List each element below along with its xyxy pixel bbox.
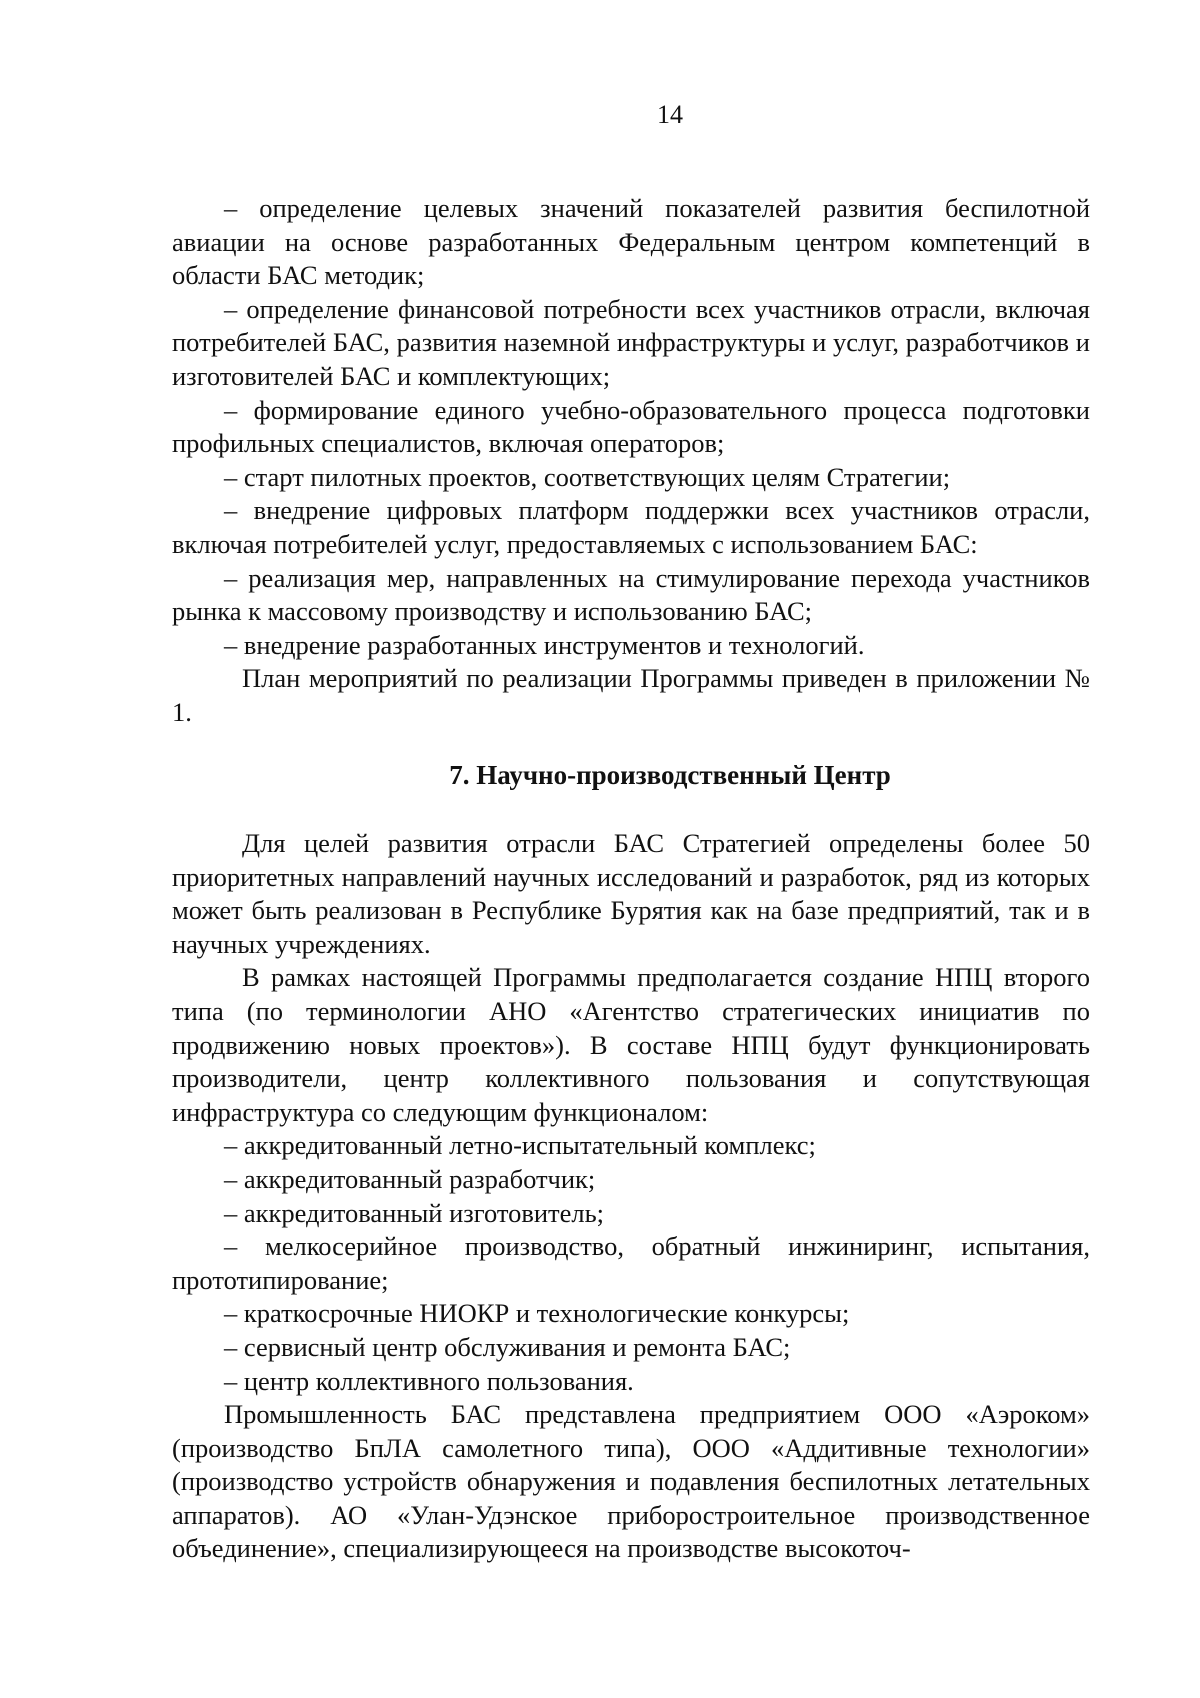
section-list-block [172, 192, 1090, 730]
list-item: – центр коллективного пользования. [224, 1365, 634, 1396]
list-item: – реализация мер, направленных на стимулирование перехода участников рынка к массовому производству и использованию БАС; [172, 562, 1090, 627]
page-number: 14 [657, 100, 683, 129]
list-item: – определение целевых значений показателей развития беспилотной авиации на основе разработанных Федеральным центром компетенций в области БАС методик; [172, 193, 1090, 291]
list-item: – внедрение цифровых платформ поддержки всех участников отрасли, включая потребителей услуг, предоставляемых с использованием БАС: [172, 495, 1090, 559]
paragraph: План мероприятий по реализации Программы приведен в приложении № 1. [172, 663, 1090, 727]
list-item: – аккредитованный разработчик; [224, 1163, 596, 1194]
list-item: – аккредитованный летно-испытательный комплекс; [224, 1130, 816, 1161]
paragraph: В рамках настоящей Программы предполагается создание НПЦ второго типа (по терминологии АНО «Агентство стратегических инициатив по продвижению новых проектов»). В составе НПЦ будут функционировать производители, центр коллективного пользования и сопутствующая инфраструктура со следующим функционалом: [172, 962, 1090, 1127]
list-item: – сервисный центр обслуживания и ремонта БАС; [224, 1331, 791, 1362]
list-item: – краткосрочные НИОКР и технологические конкурсы; [224, 1298, 850, 1329]
section-heading: 7. Научно-производственный Центр [449, 760, 891, 790]
list-item: – определение финансовой потребности всех участников отрасли, включая потребителей БАС, развития наземной инфраструктуры и услуг, разработчиков и изготовителей БАС и комплектующих; [172, 293, 1090, 391]
list-item: – внедрение разработанных инструментов и технологий. [224, 629, 865, 660]
list-item: – аккредитованный изготовитель; [224, 1197, 605, 1228]
section-body-block [172, 827, 1090, 1566]
paragraph: Промышленность БАС представлена предприятием ООО «Аэроком» (производство БпЛА самолетного типа), ООО «Аддитивные технологии» (производство устройств обнаружения и подавления беспилотных летательных аппаратов). АО «Улан-Удэнское приборостроительное производственное объединение», специализирующееся на производстве высокоточ- [172, 1399, 1090, 1564]
list-item: – формирование единого учебно-образовательного процесса подготовки профильных специалистов, включая операторов; [172, 394, 1090, 459]
list-item: – мелкосерийное производство, обратный инжиниринг, испытания, прототипирование; [172, 1231, 1090, 1295]
list-item: – старт пилотных проектов, соответствующих целям Стратегии; [224, 461, 951, 492]
paragraph: Для целей развития отрасли БАС Стратегией определены более 50 приоритетных направлений научных исследований и разработок, ряд из которых может быть реализован в Республике Бурятия как на базе предприятий, так и в научных учреждениях. [172, 828, 1090, 959]
